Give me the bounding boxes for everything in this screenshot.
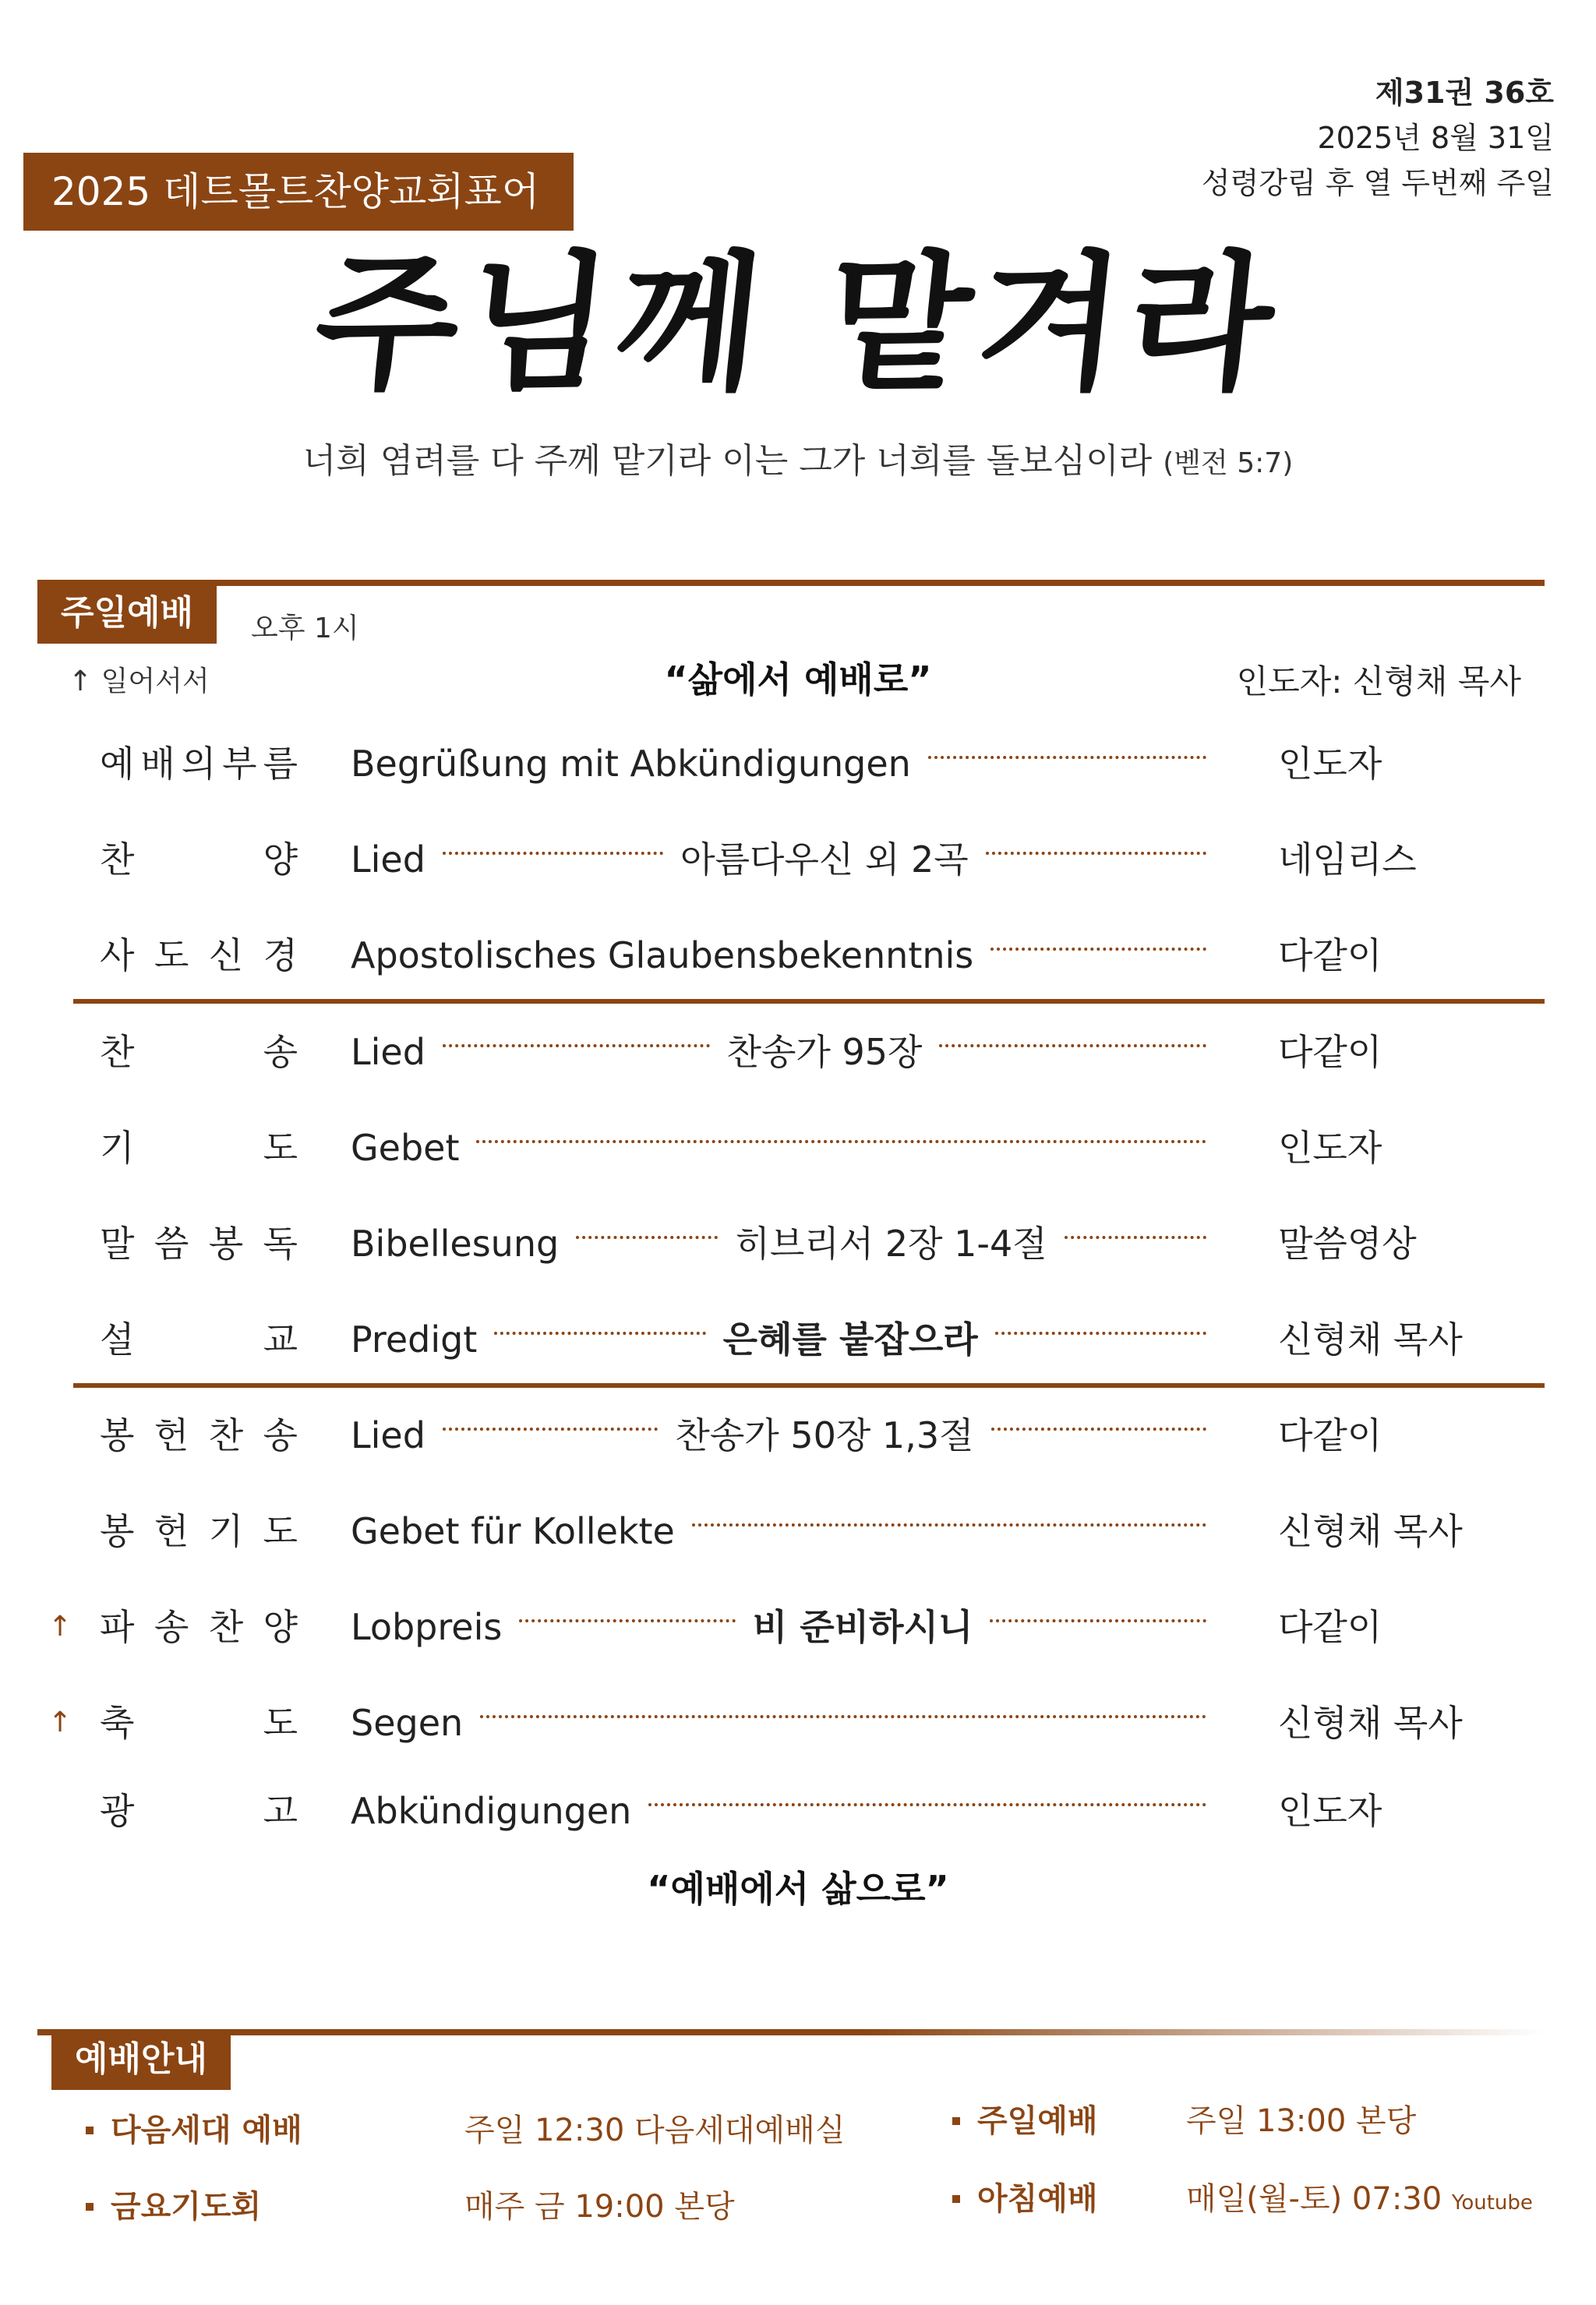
service-item-label bbox=[100, 1213, 298, 1275]
dotted-leader bbox=[443, 1044, 710, 1047]
order-divider bbox=[73, 1383, 1545, 1388]
service-item-german: Begrüßung mit Abkündigungen bbox=[351, 743, 911, 785]
service-item-person: 인도자 bbox=[1278, 1127, 1382, 1169]
label-char: 고 bbox=[263, 1790, 298, 1832]
dotted-leader bbox=[648, 1803, 1206, 1806]
closing-theme: “예배에서 삶으로” bbox=[647, 1868, 949, 1910]
label-char: 도 bbox=[154, 934, 189, 976]
info-value-friday-prayer: 매주 금 19:00 본당 bbox=[464, 2189, 735, 2225]
dotted-leader bbox=[986, 852, 1206, 855]
label-char: 신 bbox=[208, 934, 244, 976]
label-char: 양 bbox=[263, 838, 298, 881]
service-row bbox=[0, 1500, 1596, 1562]
label-char: 예 bbox=[100, 743, 135, 785]
label-char: 찬 bbox=[100, 838, 135, 881]
label-char: 양 bbox=[263, 1606, 298, 1648]
service-item-content bbox=[351, 1404, 1223, 1467]
label-char: 름 bbox=[263, 743, 298, 785]
section-tag-sunday-service: 주일예배 bbox=[37, 583, 217, 644]
service-item-german: Lied bbox=[351, 838, 425, 881]
info-value-morning-service: 매일(월-토) 07:30 Youtube bbox=[1186, 2181, 1533, 2217]
label-char: 송 bbox=[263, 1031, 298, 1073]
service-item-label bbox=[100, 1021, 298, 1083]
label-char: 봉 bbox=[100, 1414, 135, 1456]
service-row bbox=[0, 1021, 1596, 1083]
service-row bbox=[0, 924, 1596, 987]
service-item-person: 인도자 bbox=[1278, 743, 1382, 785]
dotted-leader bbox=[494, 1332, 705, 1335]
service-item-german: Apostolisches Glaubensbekenntnis bbox=[351, 934, 974, 976]
label-char: 도 bbox=[263, 1127, 298, 1169]
section-divider bbox=[37, 580, 1545, 586]
dotted-leader bbox=[939, 1044, 1206, 1047]
motto-banner: 2025 데트몰트찬양교회표어 bbox=[23, 153, 574, 231]
issue-info bbox=[1202, 70, 1554, 206]
label-char: 찬 bbox=[208, 1414, 244, 1456]
label-char: 찬 bbox=[100, 1031, 135, 1073]
info-divider bbox=[37, 2029, 1545, 2035]
service-theme: “삶에서 예배로” bbox=[664, 658, 932, 701]
dotted-leader bbox=[1065, 1236, 1206, 1239]
label-char: 헌 bbox=[154, 1414, 189, 1456]
service-item-person: 다같이 bbox=[1278, 934, 1382, 976]
info-value-sunday-service: 주일 13:00 본당 bbox=[1186, 2103, 1417, 2139]
bullet-icon bbox=[86, 2203, 94, 2211]
bullet-icon bbox=[952, 2117, 960, 2125]
service-item-label bbox=[100, 1308, 298, 1371]
service-item-person: 신형채 목사 bbox=[1278, 1702, 1463, 1744]
service-item-label bbox=[100, 1404, 298, 1467]
youtube-label: Youtube bbox=[1451, 2191, 1533, 2215]
service-item-detail: 찬송가 50장 1,3절 bbox=[675, 1414, 974, 1456]
service-row bbox=[0, 1308, 1596, 1371]
label-char: 봉 bbox=[208, 1223, 244, 1265]
service-item-detail: 비 준비하시니 bbox=[752, 1606, 973, 1648]
dotted-leader bbox=[990, 1619, 1206, 1622]
service-item-german: Abkündigungen bbox=[351, 1790, 632, 1832]
service-row bbox=[0, 1117, 1596, 1179]
service-item-person: 신형채 목사 bbox=[1278, 1510, 1463, 1552]
dotted-leader bbox=[443, 1428, 658, 1431]
service-item-label bbox=[100, 1596, 298, 1658]
issue-season: 성령강림 후 열 두번째 주일 bbox=[1201, 166, 1554, 200]
label-char: 배 bbox=[140, 743, 175, 785]
service-item-label bbox=[100, 1780, 298, 1842]
stand-arrow-icon: ↑ bbox=[48, 1707, 72, 1738]
dotted-leader bbox=[519, 1619, 736, 1622]
service-item-content bbox=[351, 924, 1223, 987]
order-divider bbox=[73, 999, 1545, 1004]
stand-arrow-icon: ↑ bbox=[48, 1611, 72, 1643]
service-item-label bbox=[100, 828, 298, 891]
dotted-leader bbox=[990, 948, 1206, 951]
info-item-sunday-service: 주일예배 bbox=[952, 2096, 1098, 2141]
service-item-person: 다같이 bbox=[1278, 1606, 1382, 1648]
label-char: 설 bbox=[100, 1318, 135, 1361]
service-row bbox=[0, 1780, 1596, 1842]
section-tag-worship-info: 예배안내 bbox=[51, 2029, 231, 2090]
service-item-person: 말씀영상 bbox=[1278, 1223, 1417, 1265]
label-char: 축 bbox=[100, 1702, 135, 1744]
service-item-german: Gebet bbox=[351, 1127, 460, 1169]
label-char: 부 bbox=[222, 743, 257, 785]
label-char: 광 bbox=[100, 1790, 135, 1832]
service-item-german: Gebet für Kollekte bbox=[351, 1510, 675, 1552]
service-item-german: Lied bbox=[351, 1031, 425, 1073]
bible-verse bbox=[0, 432, 1596, 482]
service-row bbox=[0, 1213, 1596, 1275]
verse-text: 너희 염려를 다 주께 맡기라 이는 그가 너희를 돌보심이라 bbox=[302, 441, 1153, 481]
service-item-person: 다같이 bbox=[1278, 1031, 1382, 1073]
service-item-content bbox=[351, 1308, 1223, 1371]
service-item-person: 신형채 목사 bbox=[1278, 1318, 1463, 1361]
label-char: 씀 bbox=[154, 1223, 189, 1265]
service-time: 오후 1시 bbox=[251, 612, 359, 644]
service-row bbox=[0, 1596, 1596, 1658]
label-char: 헌 bbox=[154, 1510, 189, 1552]
service-item-person: 네임리스 bbox=[1278, 838, 1417, 881]
service-item-german: Bibellesung bbox=[351, 1223, 560, 1265]
label-char: 찬 bbox=[208, 1606, 244, 1648]
service-item-content bbox=[351, 1500, 1223, 1562]
service-row bbox=[0, 732, 1596, 795]
dotted-leader bbox=[476, 1140, 1206, 1143]
service-leader: 인도자: 신형채 목사 bbox=[1236, 662, 1521, 701]
service-item-german: Lied bbox=[351, 1414, 425, 1456]
label-char: 송 bbox=[154, 1606, 189, 1648]
dotted-leader bbox=[928, 756, 1206, 759]
service-item-german: Segen bbox=[351, 1702, 464, 1744]
service-row bbox=[0, 1692, 1596, 1754]
service-row bbox=[0, 1404, 1596, 1467]
info-item-friday-prayer: 금요기도회 bbox=[86, 2182, 261, 2226]
bullet-icon bbox=[952, 2195, 960, 2203]
service-item-content bbox=[351, 828, 1223, 891]
dotted-leader bbox=[995, 1332, 1206, 1335]
dotted-leader bbox=[991, 1428, 1206, 1431]
issue-number: 제31권 36호 bbox=[1375, 76, 1554, 110]
page-title: 주님께 맡겨라 bbox=[306, 236, 1290, 410]
label-char: 도 bbox=[263, 1510, 298, 1552]
service-item-content bbox=[351, 1692, 1223, 1754]
dotted-leader bbox=[576, 1236, 718, 1239]
service-row bbox=[0, 828, 1596, 891]
service-item-content bbox=[351, 1213, 1223, 1275]
service-item-content bbox=[351, 1021, 1223, 1083]
dotted-leader bbox=[692, 1523, 1206, 1527]
issue-date: 2025년 8월 31일 bbox=[1317, 121, 1554, 155]
service-item-german: Lobpreis bbox=[351, 1606, 503, 1648]
service-item-detail: 은혜를 붙잡으라 bbox=[722, 1318, 978, 1361]
service-item-detail: 아름다우신 외 2곡 bbox=[680, 838, 969, 881]
service-item-detail: 히브리서 2장 1-4절 bbox=[735, 1223, 1047, 1265]
service-item-content bbox=[351, 1117, 1223, 1179]
service-item-label bbox=[100, 732, 298, 795]
label-char: 독 bbox=[263, 1223, 298, 1265]
service-item-label bbox=[100, 1117, 298, 1179]
service-item-label bbox=[100, 1500, 298, 1562]
bullet-icon bbox=[86, 2127, 94, 2134]
label-char: 사 bbox=[100, 934, 135, 976]
service-item-content bbox=[351, 1596, 1223, 1658]
info-value-next-generation: 주일 12:30 다음세대예배실 bbox=[464, 2113, 846, 2148]
service-item-label bbox=[100, 1692, 298, 1754]
service-item-person: 인도자 bbox=[1278, 1790, 1382, 1832]
dotted-leader bbox=[480, 1715, 1206, 1718]
dotted-leader bbox=[443, 852, 663, 855]
info-item-next-generation: 다음세대 예배 bbox=[86, 2106, 302, 2150]
service-item-content bbox=[351, 1780, 1223, 1842]
verse-reference: (벧전 5:7) bbox=[1163, 447, 1294, 479]
label-char: 의 bbox=[181, 743, 217, 785]
service-item-label bbox=[100, 924, 298, 987]
service-item-content bbox=[351, 732, 1223, 795]
service-item-german: Predigt bbox=[351, 1318, 478, 1361]
info-item-morning-service: 아침예배 bbox=[952, 2174, 1098, 2219]
label-char: 봉 bbox=[100, 1510, 135, 1552]
label-char: 기 bbox=[100, 1127, 135, 1169]
service-item-person: 다같이 bbox=[1278, 1414, 1382, 1456]
label-char: 기 bbox=[208, 1510, 244, 1552]
stand-up-note: ↑ 일어서서 bbox=[69, 665, 210, 697]
service-item-detail: 찬송가 95장 bbox=[726, 1031, 923, 1073]
label-char: 파 bbox=[100, 1606, 135, 1648]
label-char: 송 bbox=[263, 1414, 298, 1456]
label-char: 말 bbox=[100, 1223, 135, 1265]
label-char: 경 bbox=[263, 934, 298, 976]
label-char: 도 bbox=[263, 1702, 298, 1744]
label-char: 교 bbox=[263, 1318, 298, 1361]
